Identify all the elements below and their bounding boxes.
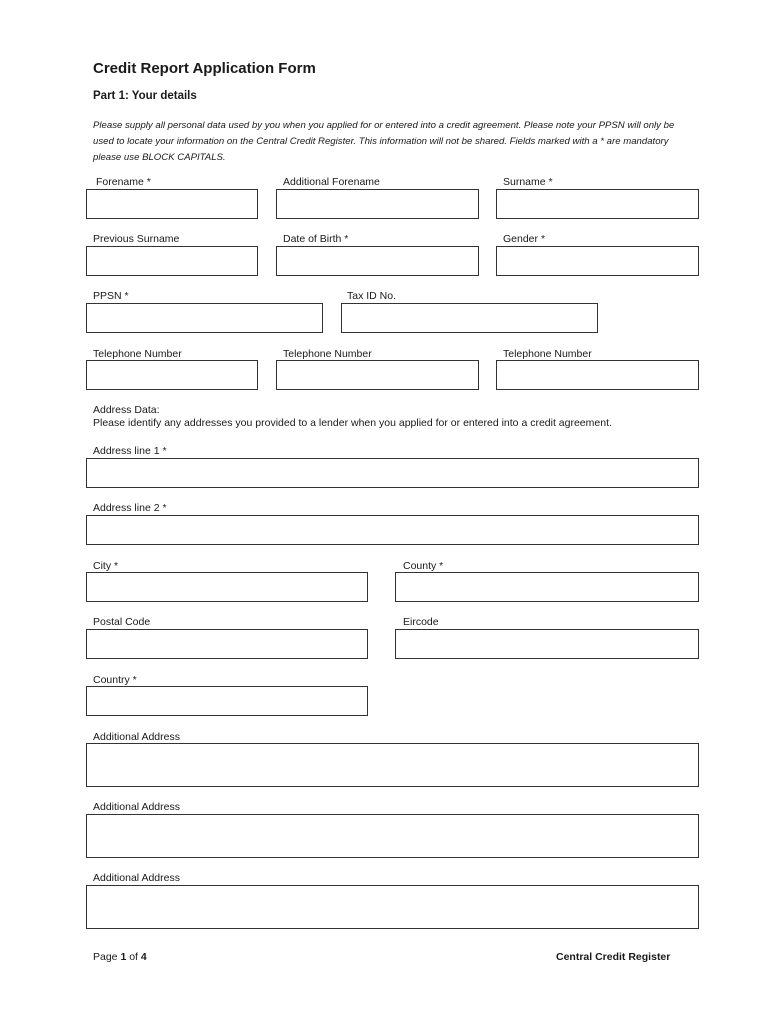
address-instruction: Please identify any addresses you provided to a lender when you applied for or entered into a credit agreement. <box>93 417 612 429</box>
postal-code-label: Postal Code <box>93 616 151 628</box>
county-label: County * <box>403 560 444 572</box>
address-line-1-label: Address line 1 * <box>93 445 167 457</box>
additional-forename-label: Additional Forename <box>283 176 380 188</box>
address-line-1-field[interactable] <box>86 458 699 488</box>
gender-label: Gender * <box>503 233 546 245</box>
additional-address-3-field[interactable] <box>86 885 699 929</box>
tax-id-label: Tax ID No. <box>347 290 397 302</box>
city-field[interactable] <box>86 572 368 602</box>
surname-label: Surname * <box>503 176 553 188</box>
ppsn-label: PPSN * <box>93 290 129 302</box>
country-label: Country * <box>93 674 137 686</box>
surname-field[interactable] <box>496 189 699 219</box>
additional-forename-field[interactable] <box>276 189 479 219</box>
address-heading: Address Data: <box>93 404 160 416</box>
additional-address-1-field[interactable] <box>86 743 699 787</box>
eircode-label: Eircode <box>403 616 439 628</box>
ppsn-field[interactable] <box>86 303 323 333</box>
forename-label: Forename * <box>96 176 151 188</box>
forename-field[interactable] <box>86 189 258 219</box>
eircode-field[interactable] <box>395 629 699 659</box>
telephone-3-label: Telephone Number <box>503 348 592 360</box>
page-total: 4 <box>140 951 147 963</box>
telephone-3-field[interactable] <box>496 360 699 390</box>
postal-code-field[interactable] <box>86 629 368 659</box>
additional-address-1-label: Additional Address <box>93 731 180 743</box>
additional-address-3-label: Additional Address <box>93 872 180 884</box>
additional-address-2-label: Additional Address <box>93 801 180 813</box>
address-line-2-label: Address line 2 * <box>93 502 167 514</box>
address-section-heading <box>93 404 612 430</box>
telephone-2-label: Telephone Number <box>283 348 372 360</box>
page-of: of <box>126 951 141 963</box>
address-line-2-field[interactable] <box>86 515 699 545</box>
country-field[interactable] <box>86 686 368 716</box>
previous-surname-field[interactable] <box>86 246 258 276</box>
telephone-2-field[interactable] <box>276 360 479 390</box>
previous-surname-label: Previous Surname <box>93 233 180 245</box>
tax-id-field[interactable] <box>341 303 598 333</box>
additional-address-2-field[interactable] <box>86 814 699 858</box>
form-title: Credit Report Application Form <box>93 60 316 77</box>
footer-organisation: Central Credit Register <box>556 951 671 963</box>
telephone-1-field[interactable] <box>86 360 258 390</box>
city-label: City * <box>93 560 119 572</box>
page-current: 1 <box>120 951 127 963</box>
intro-text: Please supply all personal data used by you when you applied for or entered into a credit agreement. Please note your PPSN will only be used to locate your information on the Central Credit Register. This information will not be shared. Fields marked with a * are mandatory please use BLOCK CAPITALS. <box>93 120 675 163</box>
telephone-1-label: Telephone Number <box>93 348 182 360</box>
page-prefix: Page <box>93 951 121 963</box>
page-number <box>93 951 147 963</box>
date-of-birth-field[interactable] <box>276 246 479 276</box>
date-of-birth-label: Date of Birth * <box>283 233 349 245</box>
part-title: Part 1: Your details <box>93 90 197 102</box>
county-field[interactable] <box>395 572 699 602</box>
gender-field[interactable] <box>496 246 699 276</box>
